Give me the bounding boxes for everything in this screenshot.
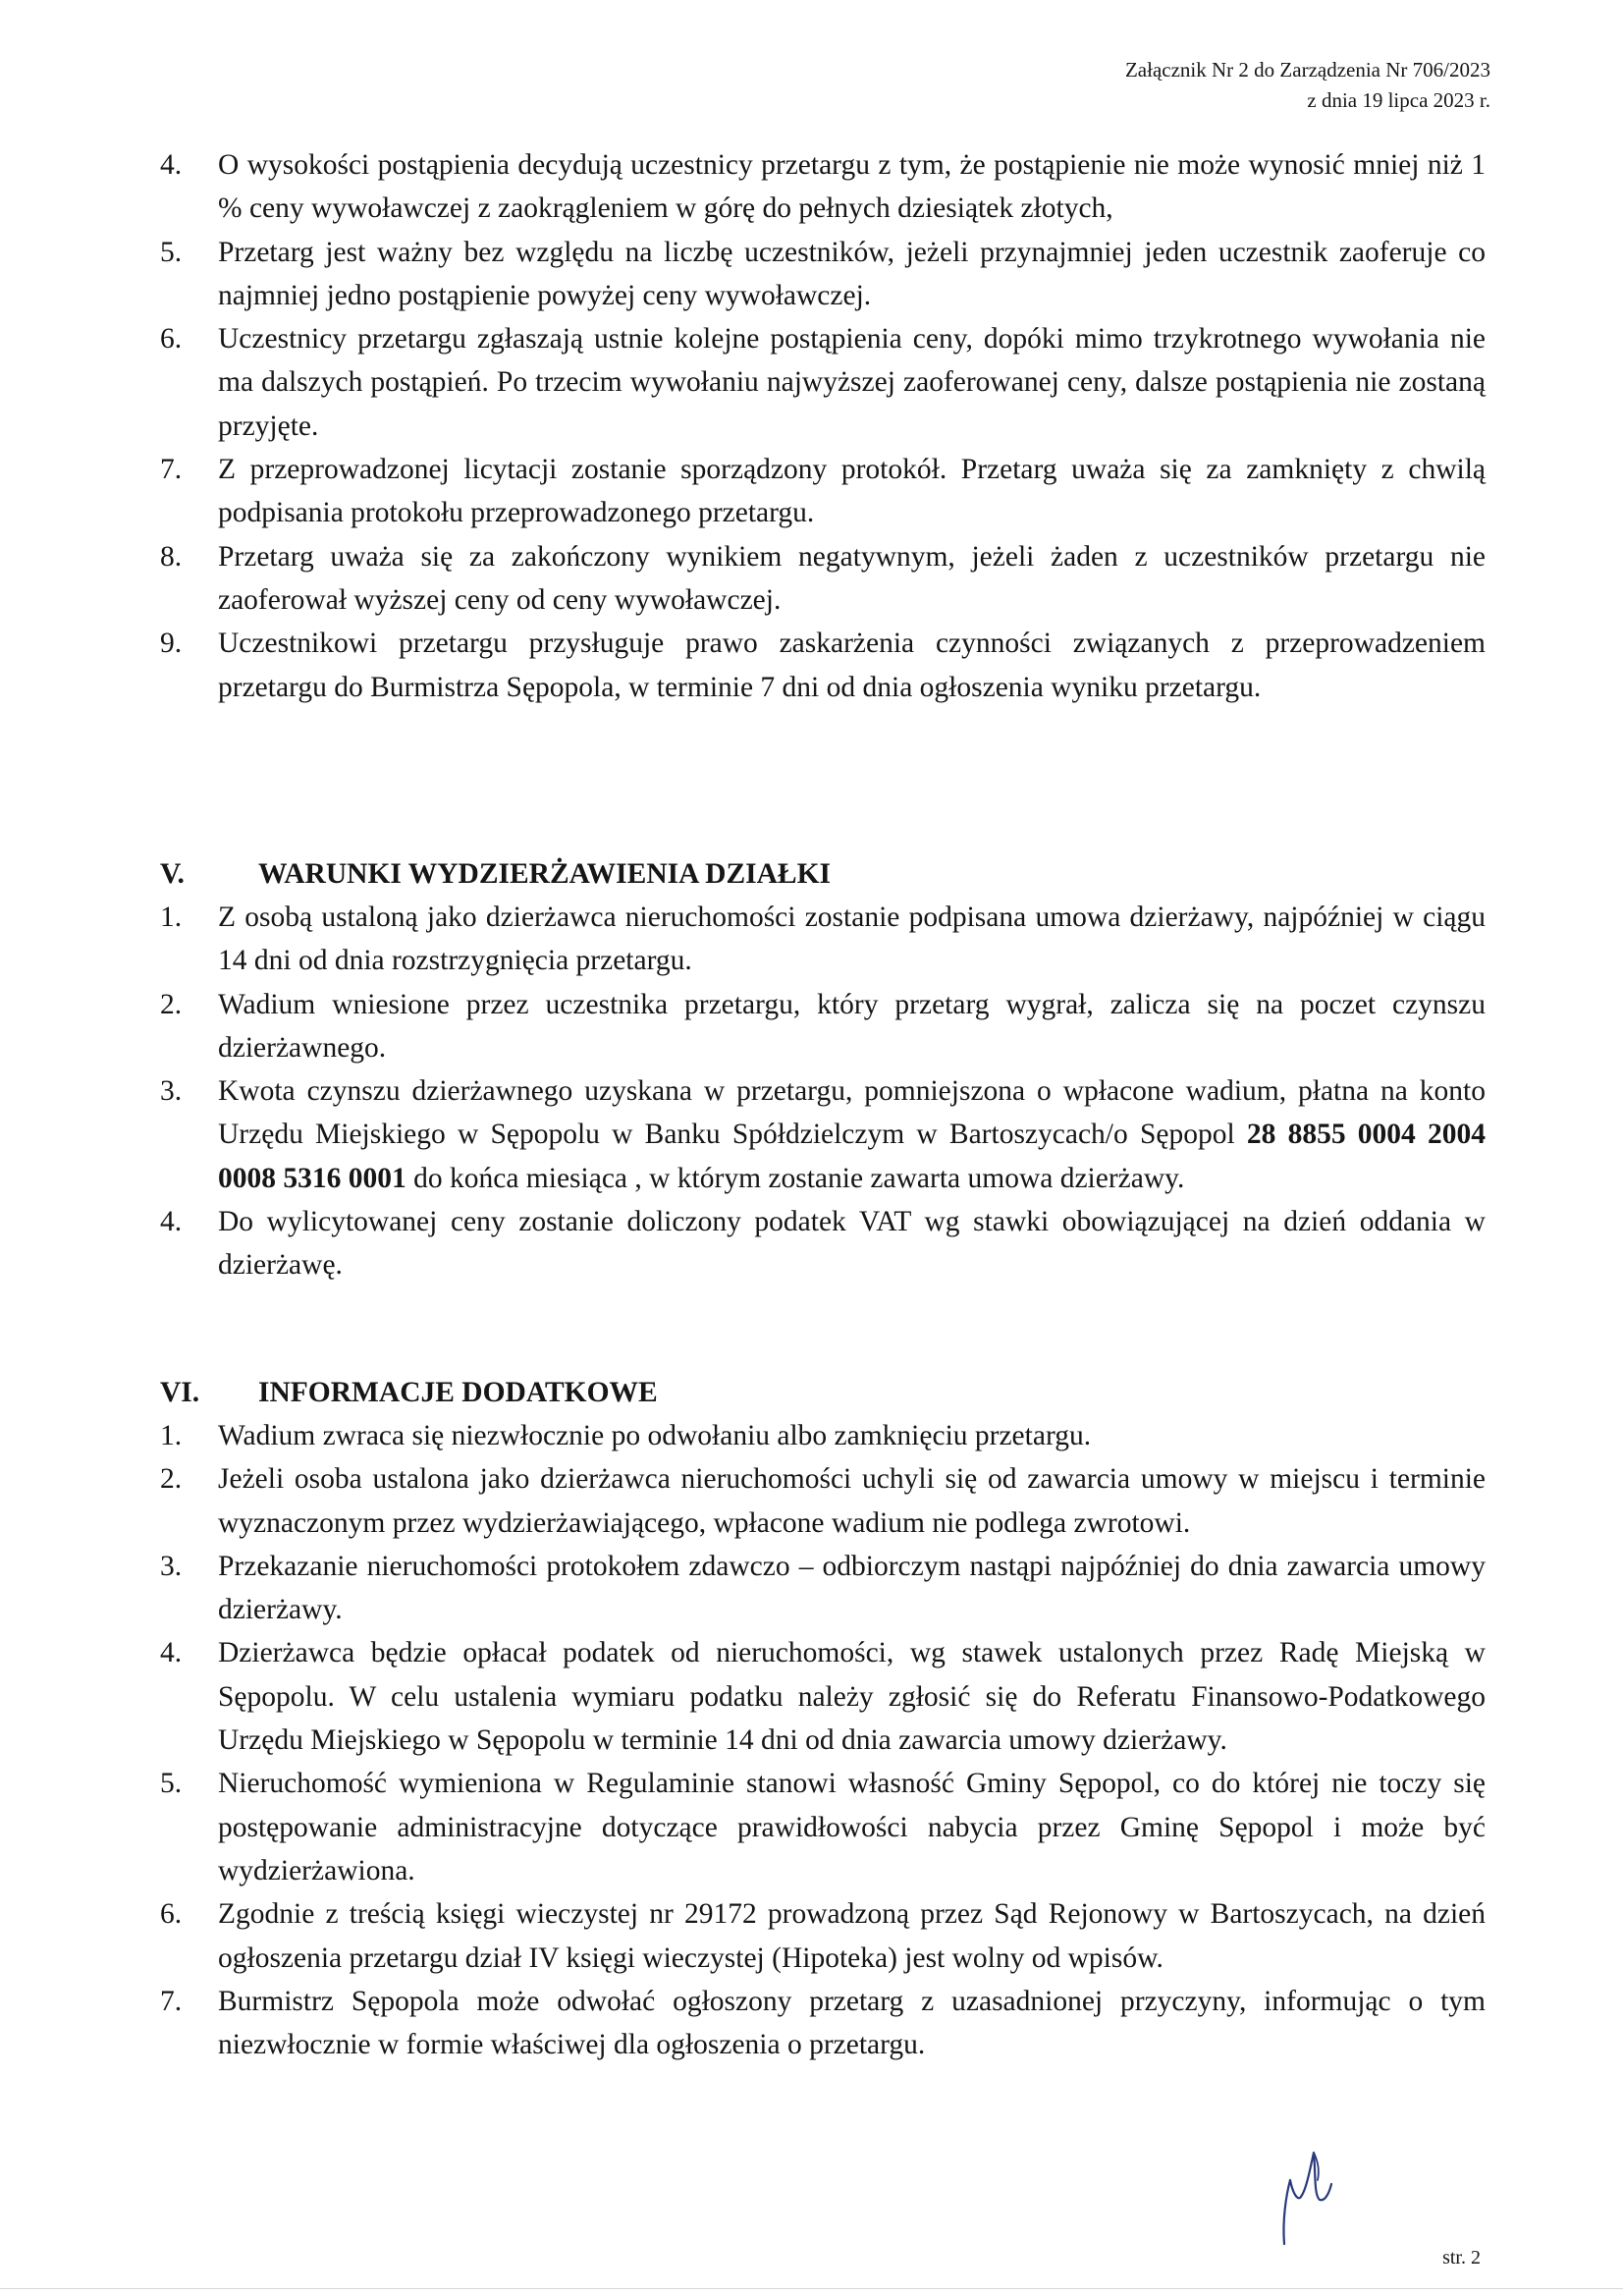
item-number: 3. xyxy=(160,1075,183,1108)
item-number: 7. xyxy=(160,454,183,486)
section-number: V. xyxy=(160,858,185,890)
list-item xyxy=(160,1069,1486,1200)
item-number: 6. xyxy=(160,323,183,355)
item-number: 3. xyxy=(160,1550,183,1582)
section-vi-list xyxy=(160,1414,1486,2066)
item-text-rich xyxy=(218,1069,1486,1200)
handwritten-initials xyxy=(1276,2141,1335,2249)
item-text: Z osobą ustaloną jako dzierżawca nieruchomości zostanie podpisana umowa dzierżawy, najpóźniej w ciągu 14 dni od dnia rozstrzygnięcia przetargu. xyxy=(218,902,1486,977)
item-number: 2. xyxy=(160,988,183,1020)
list-item xyxy=(160,1980,1486,2067)
bottom-divider xyxy=(0,2288,1623,2289)
list-item xyxy=(160,1200,1486,1287)
item-text: Wadium wniesione przez uczestnika przetargu, który przetarg wygrał, zalicza się na poczet czynszu dzierżawnego. xyxy=(218,988,1486,1064)
list-item xyxy=(160,1414,1486,1457)
item-number: 6. xyxy=(160,1898,183,1931)
item-number: 2. xyxy=(160,1463,183,1496)
section-number: VI. xyxy=(160,1377,200,1408)
item-text: Przetarg jest ważny bez względu na liczbę uczestników, jeżeli przynajmniej jeden uczestnik zaoferuje co najmniej jedno postąpienie powyżej ceny wywoławczej. xyxy=(218,236,1486,311)
item-text: Przekazanie nieruchomości protokołem zdawczo – odbiorczym nastąpi najpóźniej do dnia zawarcia umowy dzierżawy. xyxy=(218,1550,1486,1626)
list-item xyxy=(160,1457,1486,1545)
item-number: 1. xyxy=(160,1420,183,1451)
list-item xyxy=(160,535,1486,623)
item-text: Uczestnicy przetargu zgłaszają ustnie kolejne postąpienia ceny, dopóki mimo trzykrotnego wywołania nie ma dalszych postąpień. Po trzecim wywołaniu najwyższej zaoferowanej ceny, dalsze postąpienia nie zostaną przyjęte. xyxy=(218,323,1486,442)
item-number: 4. xyxy=(160,1206,183,1238)
item-text: Jeżeli osoba ustalona jako dzierżawca nieruchomości uchyli się od zawarcia umowy w miejscu i terminie wyznaczonym przez wydzierżawiającego, wpłacone wadium nie podlega zwrotowi. xyxy=(218,1463,1486,1539)
section-title: INFORMACJE DODATKOWE xyxy=(258,1377,658,1408)
list-item xyxy=(160,896,1486,983)
item-text: Uczestnikowi przetargu przysługuje prawo zaskarżenia czynności związanych z przeprowadzeniem przetargu do Burmistrza Sępopola, w terminie 7 dni od dnia ogłoszenia wyniku przetargu. xyxy=(218,628,1486,703)
item-text: Burmistrz Sępopola może odwołać ogłoszony przetarg z uzasadnionej przyczyny, informując o tym niezwłocznie w formie właściwej dla ogłoszenia o przetargu. xyxy=(218,1985,1486,2061)
item-text: Zgodnie z treścią księgi wieczystej nr 29172 prowadzoną przez Sąd Rejonowy w Bartoszycach, na dzień ogłoszenia przetargu dział IV księgi wieczystej (Hipoteka) jest wolny od wpisów. xyxy=(218,1898,1486,1974)
list-item xyxy=(160,983,1486,1070)
list-item xyxy=(160,231,1486,318)
list-item xyxy=(160,448,1486,535)
list-item xyxy=(160,1545,1486,1632)
page-number: str. 2 xyxy=(1442,2247,1481,2269)
payment-text-end: do końca miesiąca , w którym zostanie zawarta umowa dzierżawy. xyxy=(406,1162,1185,1194)
item-number: 5. xyxy=(160,236,183,268)
item-number: 8. xyxy=(160,540,183,573)
item-number: 4. xyxy=(160,149,183,181)
header-line-2: z dnia 19 lipca 2023 r. xyxy=(1307,88,1490,112)
item-text: O wysokości postąpienia decydują uczestnicy przetargu z tym, że postąpienie nie może wynosić mniej niż 1 % ceny wywoławczej z zaokrągleniem w górę do pełnych dziesiątek złotych, xyxy=(218,149,1486,225)
list-item xyxy=(160,1631,1486,1762)
list-item xyxy=(160,317,1486,448)
item-number: 9. xyxy=(160,628,183,660)
auction-rules-list xyxy=(160,143,1486,709)
item-text: Nieruchomość wymieniona w Regulaminie stanowi własność Gminy Sępopol, co do której nie toczy się postępowanie administracyjne dotyczące prawidłowości nabycia przez Gminę Sępopol i może być wydzierżawiona. xyxy=(218,1768,1486,1886)
list-item xyxy=(160,622,1486,709)
list-item xyxy=(160,1892,1486,1980)
item-number: 7. xyxy=(160,1985,183,2017)
item-text: Dzierżawca będzie opłacał podatek od nieruchomości, wg stawek ustalonych przez Radę Miejską w Sępopolu. W celu ustalenia wymiaru podatku należy zgłosić się do Referatu Finansowo-Podatkowego Urzędu Miejskiego w Sępopolu w terminie 14 dni od dnia zawarcia umowy dzierżawy. xyxy=(218,1637,1486,1757)
list-item xyxy=(160,1762,1486,1892)
header-line-1: Załącznik Nr 2 do Zarządzenia Nr 706/2023 xyxy=(1124,58,1490,82)
item-number: 4. xyxy=(160,1637,183,1669)
item-text: Wadium zwraca się niezwłocznie po odwołaniu albo zamknięciu przetargu. xyxy=(218,1420,1092,1451)
attachment-header xyxy=(1125,55,1490,116)
item-text: Z przeprowadzonej licytacji zostanie sporządzony protokół. Przetarg uważa się za zamknięty z chwilą podpisania protokołu przeprowadzonego przetargu. xyxy=(218,454,1486,529)
bank-account-number: 28 8855 0004 2004 0008 5316 0001 xyxy=(218,1119,1487,1194)
section-v-list xyxy=(160,896,1486,1287)
item-number: 1. xyxy=(160,902,183,933)
list-item xyxy=(160,143,1486,231)
item-text: Przetarg uważa się za zakończony wynikiem negatywnym, jeżeli żaden z uczestników przetargu nie zaoferował wyższej ceny od ceny wywoławczej. xyxy=(218,540,1486,616)
item-text: Do wylicytowanej ceny zostanie doliczony podatek VAT wg stawki obowiązującej na dzień oddania w dzierżawę. xyxy=(218,1206,1486,1282)
payment-text: Kwota czynszu dzierżawnego uzyskana w przetargu, pomniejszona o wpłacone wadium, płatna na konto Urzędu Miejskiego w Sępopolu w Banku Spółdzielczym w Bartoszycach/o Sępopol xyxy=(218,1075,1486,1151)
item-number: 5. xyxy=(160,1768,183,1800)
section-title: WARUNKI WYDZIERŻAWIENIA DZIAŁKI xyxy=(258,858,832,890)
